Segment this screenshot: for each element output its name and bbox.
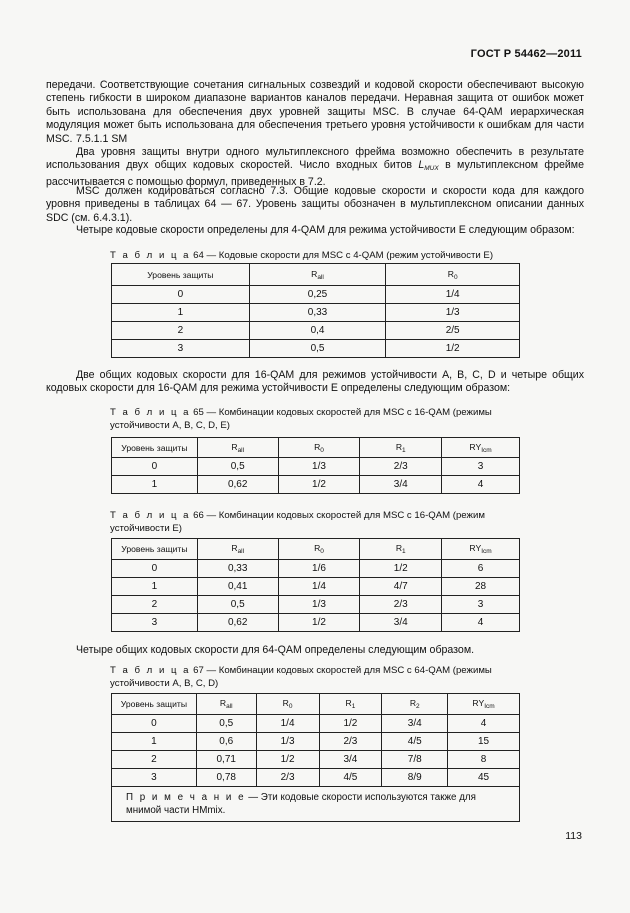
column-header: Уровень защиты	[112, 264, 250, 286]
table-cell: 0,5	[197, 596, 278, 614]
table-cell: 7/8	[382, 751, 448, 769]
column-header: Уровень защиты	[112, 539, 198, 560]
table-cell: 2/3	[360, 458, 442, 476]
column-header: Уровень защиты	[112, 438, 198, 458]
table-cell: 1/2	[319, 715, 382, 733]
table-cell: 3/4	[382, 715, 448, 733]
page-number: 113	[565, 830, 582, 842]
table-cell: 4/5	[382, 733, 448, 751]
table-cell: 0,33	[249, 304, 386, 322]
table-cell: 2	[112, 596, 198, 614]
table-cell: 1/4	[278, 578, 360, 596]
table-cell: 1/3	[256, 733, 319, 751]
column-header: $R_0$	[278, 539, 360, 560]
table-cell: 28	[442, 578, 520, 596]
table-cell: 1/4	[256, 715, 319, 733]
table-cell: 0,62	[197, 476, 278, 494]
table-cell: 3	[112, 614, 198, 632]
table-cell: 1/2	[386, 340, 520, 358]
table-cell: 8	[448, 751, 520, 769]
paragraph-4qam: Четыре кодовые скорости определены для 4-QAM для режима устойчивости E следующим образом:	[76, 224, 575, 236]
column-header: $R_{all}$	[197, 539, 278, 560]
table64-caption: Т а б л и ц а 64 — Кодовые скорости для MSC с 4-QAM (режим устойчивости E)	[110, 250, 494, 261]
table-cell: 45	[448, 769, 520, 787]
column-header: $R_1$	[319, 694, 382, 715]
document-header: ГОСТ Р 54462—2011	[470, 48, 582, 60]
table-cell: 1/2	[278, 476, 360, 494]
table-cell: 1	[112, 476, 198, 494]
table-cell: 0,5	[197, 458, 278, 476]
column-header: $R_1$	[360, 438, 442, 458]
table-cell: 2/5	[386, 322, 520, 340]
table-cell: 0,33	[197, 560, 278, 578]
table-row	[112, 596, 520, 614]
table-64	[111, 263, 520, 358]
table-cell: 2	[112, 322, 250, 340]
column-header: $RY_{Icm}$	[448, 694, 520, 715]
table-row	[112, 614, 520, 632]
table-67	[111, 693, 520, 822]
table65-caption: Т а б л и ц а 65 — Комбинации кодовых скоростей для MSC с 16-QAM (режимы устойчивости A, B, C, D, E)	[110, 407, 492, 431]
table-cell: 1/2	[278, 614, 360, 632]
table-66	[111, 538, 520, 632]
table-cell: 1/3	[278, 596, 360, 614]
table-cell: 0	[112, 560, 198, 578]
table-cell: 0,41	[197, 578, 278, 596]
column-header: $R_{all}$	[249, 264, 386, 286]
table-cell: 0,5	[196, 715, 256, 733]
table-cell: 0,5	[249, 340, 386, 358]
column-header: Уровень защиты	[112, 694, 197, 715]
table-cell: 1	[112, 304, 250, 322]
table66-caption: Т а б л и ц а 66 — Комбинации кодовых скоростей для MSC с 16-QAM (режим устойчивости E)	[110, 510, 485, 534]
table-row	[112, 560, 520, 578]
table-cell: 3/4	[319, 751, 382, 769]
column-header: $R_{all}$	[196, 694, 256, 715]
table-cell: 1/3	[278, 458, 360, 476]
table-cell: 0,62	[197, 614, 278, 632]
paragraph-intro: передачи. Соответствующие сочетания сигнальных созвездий и кодовой скорости обеспечивают высокую степень гибкости в широком диапазоне вариантов каналов передачи. Неравная защита от ошибок может быть использована для обеспечения двух уровней защиты MSC. В случае 64-QAM иерархическая модуляция может быть использована для обеспечения третьего уровня устойчивости к ошибкам для части MSC.	[46, 79, 584, 145]
column-header: $R_0$	[386, 264, 520, 286]
table-row	[112, 458, 520, 476]
column-header: $R_1$	[360, 539, 442, 560]
table-row	[112, 340, 520, 358]
table-row	[112, 751, 520, 769]
table-cell: 0,6	[196, 733, 256, 751]
table-cell: 0	[112, 286, 250, 304]
table-cell: 3/4	[360, 476, 442, 494]
table-row	[112, 578, 520, 596]
table-cell: 8/9	[382, 769, 448, 787]
column-header: $R_0$	[256, 694, 319, 715]
table-cell: 4	[442, 476, 520, 494]
table67-caption: Т а б л и ц а 67 — Комбинации кодовых скоростей для MSC с 64-QAM (режимы устойчивости A, B, C, D)	[110, 665, 492, 689]
table-cell: 3	[442, 596, 520, 614]
table-cell: 0	[112, 715, 197, 733]
table-cell: 3	[112, 769, 197, 787]
table-cell: 1/2	[256, 751, 319, 769]
table-cell: 15	[448, 733, 520, 751]
table-cell: 4/7	[360, 578, 442, 596]
table-cell: 1/2	[360, 560, 442, 578]
table67-note: П р и м е ч а н и е — Эти кодовые скорости используются также для мнимой части HMmix.	[112, 787, 520, 822]
table-cell: 1/3	[386, 304, 520, 322]
table-cell: 4/5	[319, 769, 382, 787]
section-number: 7.5.1.1 SM	[76, 133, 128, 145]
table-row	[112, 304, 520, 322]
column-header: $R_2$	[382, 694, 448, 715]
table-row	[112, 715, 520, 733]
table-row	[112, 476, 520, 494]
table-cell: 2	[112, 751, 197, 769]
paragraph-protection-levels: Два уровня защиты внутри одного мультиплексного фрейма возможно обеспечить в результате использования двух общих кодовых скоростей. Число входных битов $L_{MUX}$ в мультиплексном фрейме рассчитывается с помощью формул, приведенных в 7.2.	[46, 146, 584, 188]
column-header: $RY_{Icm}$	[442, 539, 520, 560]
column-header: $RY_{Icm}$	[442, 438, 520, 458]
table-cell: 1	[112, 733, 197, 751]
column-header: $R_{all}$	[197, 438, 278, 458]
table-row	[112, 733, 520, 751]
table-cell: 2/3	[319, 733, 382, 751]
table-cell: 4	[448, 715, 520, 733]
table-cell: 0,78	[196, 769, 256, 787]
table-cell: 4	[442, 614, 520, 632]
paragraph-64qam: Четыре общих кодовых скорости для 64-QAM определены следующим образом.	[76, 644, 475, 656]
paragraph-msc-coding: MSC должен кодироваться согласно 7.3. Общие кодовые скорости и скорости кода для каждого уровня приведены в таблицах 64 — 67. Уровень защиты обозначен в мультиплексном описании данных SDC (см. 6.4.3.1).	[46, 185, 584, 224]
table-cell: 1/4	[386, 286, 520, 304]
table-cell: 0,4	[249, 322, 386, 340]
table-row	[112, 286, 520, 304]
table-cell: 3	[442, 458, 520, 476]
table-cell: 0	[112, 458, 198, 476]
table-row	[112, 322, 520, 340]
table-cell: 1/6	[278, 560, 360, 578]
table-65	[111, 437, 520, 494]
table-cell: 3	[112, 340, 250, 358]
table-cell: 3/4	[360, 614, 442, 632]
table-row	[112, 769, 520, 787]
table-cell: 0,71	[196, 751, 256, 769]
paragraph-16qam: Две общих кодовых скорости для 16-QAM для режимов устойчивости A, B, C, D и четыре общих кодовых скорости для 16-QAM для режима устойчивости E определены следующим образом:	[46, 369, 584, 395]
table-cell: 0,25	[249, 286, 386, 304]
table-cell: 1	[112, 578, 198, 596]
table-cell: 2/3	[256, 769, 319, 787]
column-header: $R_0$	[278, 438, 360, 458]
table-cell: 6	[442, 560, 520, 578]
table-cell: 2/3	[360, 596, 442, 614]
